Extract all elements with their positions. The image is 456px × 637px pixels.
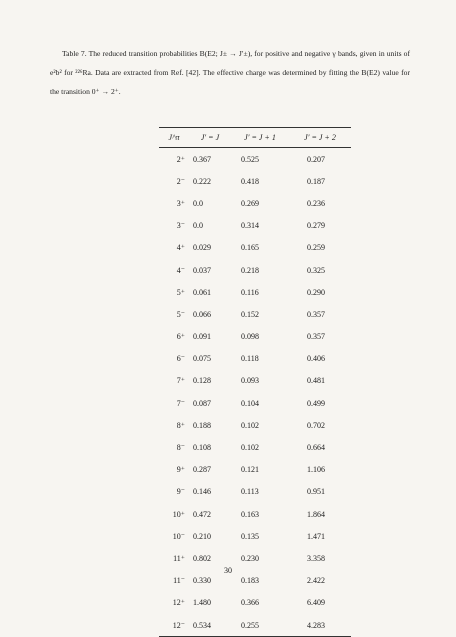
table-cell: 0.534	[189, 614, 231, 637]
row-label: 4⁻	[176, 265, 185, 275]
table-cell: 0.128	[193, 376, 211, 386]
table-cell: 0.163	[241, 509, 259, 519]
row-label: 12⁻	[159, 614, 189, 637]
table-cell: 0.121	[241, 465, 259, 475]
table-cell: 0.255	[231, 614, 289, 637]
table-row	[159, 459, 351, 481]
table-row	[159, 614, 351, 637]
row-label: 4⁺	[176, 243, 185, 253]
table-cell: 0.183	[241, 576, 259, 586]
row-label: 7⁻	[176, 398, 185, 408]
table-row	[159, 436, 351, 458]
table-cell: 0.290	[307, 287, 325, 297]
table-cell: 0.418	[241, 176, 259, 186]
table-cell: 0.230	[241, 553, 259, 563]
header-j-equal: J′ = J	[189, 128, 231, 148]
header-jpi: J^π	[159, 128, 189, 148]
table-cell: 0.093	[241, 376, 259, 386]
table-cell: 0.330	[193, 576, 211, 586]
table-cell: 0.481	[307, 376, 325, 386]
table-cell: 0.218	[241, 265, 259, 275]
table-cell: 0.287	[193, 465, 211, 475]
table-cell: 0.091	[193, 332, 211, 342]
table-cell: 0.098	[241, 332, 259, 342]
table-row	[159, 303, 351, 325]
table-cell: 3.358	[307, 553, 325, 563]
table-row	[159, 481, 351, 503]
table-cell: 0.061	[193, 287, 211, 297]
table-cell: 0.314	[241, 221, 259, 231]
table-row	[159, 392, 351, 414]
table-cell: 0.135	[241, 531, 259, 541]
row-label: 11⁻	[173, 576, 185, 586]
table-caption	[50, 44, 410, 101]
table-cell: 0.188	[193, 420, 211, 430]
table-cell: 0.113	[241, 487, 259, 497]
row-label: 8⁺	[176, 420, 185, 430]
table-cell: 0.357	[307, 332, 325, 342]
table-cell: 0.037	[193, 265, 211, 275]
row-label: 9⁺	[176, 465, 185, 475]
table-row	[159, 237, 351, 259]
row-label: 2⁻	[176, 176, 185, 186]
table-cell: 0.269	[241, 198, 259, 208]
table-cell: 0.102	[241, 443, 259, 453]
table-cell: 1.106	[307, 465, 325, 475]
table-cell: 0.367	[193, 154, 211, 164]
row-label: 2⁺	[176, 154, 185, 164]
table-cell: 0.0	[193, 198, 203, 208]
row-label: 12⁺	[172, 598, 185, 608]
table-cell: 0.207	[307, 154, 325, 164]
table-cell: 0.118	[241, 354, 259, 364]
table-cell: 0.499	[307, 398, 325, 408]
table-cell: 1.480	[193, 598, 211, 608]
table-row	[159, 170, 351, 192]
table-header-row	[159, 128, 351, 148]
table-row	[159, 259, 351, 281]
row-label: 7⁺	[176, 376, 185, 386]
table-cell: 0.146	[193, 487, 211, 497]
table-cell: 0.525	[241, 154, 259, 164]
row-label: 11⁺	[173, 553, 185, 563]
row-label: 8⁻	[176, 443, 185, 453]
caption-line-3: determined by fitting the B(E2) value for the transition 0⁺ → 2⁺.	[50, 68, 410, 96]
table-cell: 0.102	[241, 420, 259, 430]
table-cell: 0.357	[307, 309, 325, 319]
table-row	[159, 503, 351, 525]
row-label: 5⁻	[176, 309, 185, 319]
table-row	[159, 525, 351, 547]
table-row	[159, 414, 351, 436]
table-cell: 2.422	[307, 576, 325, 586]
table-cell: 0.210	[193, 531, 211, 541]
row-label: 3⁺	[176, 198, 185, 208]
table-row	[159, 281, 351, 303]
table-row	[159, 148, 351, 171]
table-cell: 6.409	[307, 598, 325, 608]
table-cell: 0.664	[307, 443, 325, 453]
caption-line-1: Table 7. The reduced transition probabilities B(E2; J± → J′±), for positive and negative γ	[62, 49, 336, 58]
table-cell: 0.075	[193, 354, 211, 364]
table-cell: 0.951	[307, 487, 325, 497]
row-label: 10⁻	[172, 531, 185, 541]
table-row	[159, 592, 351, 614]
table-cell: 0.325	[307, 265, 325, 275]
table-cell: 1.864	[307, 509, 325, 519]
caption-line-2: bands, given in units of e²b² for ²²⁶Ra. Data are extracted from Ref. [42]. The effective charge was	[50, 49, 410, 77]
table-cell: 4.283	[289, 614, 351, 637]
table-cell: 0.702	[307, 420, 325, 430]
table-row	[159, 215, 351, 237]
table-cell: 0.222	[193, 176, 211, 186]
table-cell: 0.259	[307, 243, 325, 253]
row-label: 5⁺	[176, 287, 185, 297]
table-cell: 1.471	[307, 531, 325, 541]
row-label: 3⁻	[176, 221, 185, 231]
table-cell: 0.472	[193, 509, 211, 519]
table-cell: 0.108	[193, 443, 211, 453]
row-label: 10⁺	[172, 509, 185, 519]
header-j-plus-1: J′ = J + 1	[231, 128, 289, 148]
table-row	[159, 348, 351, 370]
row-label: 6⁺	[176, 332, 185, 342]
table-cell: 0.029	[193, 243, 211, 253]
table-cell: 0.366	[241, 598, 259, 608]
table-row	[159, 192, 351, 214]
header-j-plus-2: J′ = J + 2	[289, 128, 351, 148]
table-cell: 0.066	[193, 309, 211, 319]
page-number: 30	[224, 566, 232, 575]
table-cell: 0.802	[193, 553, 211, 563]
table-cell: 0.165	[241, 243, 259, 253]
be2-table	[159, 127, 351, 637]
table-cell: 0.104	[241, 398, 259, 408]
table-cell: 0.087	[193, 398, 211, 408]
table-row	[159, 370, 351, 392]
table-row	[159, 326, 351, 348]
row-label: 6⁻	[176, 354, 185, 364]
table-cell: 0.116	[241, 287, 259, 297]
table-cell: 0.406	[307, 354, 325, 364]
table-cell: 0.0	[193, 221, 203, 231]
table-cell: 0.152	[241, 309, 259, 319]
table-cell: 0.279	[307, 221, 325, 231]
row-label: 9⁻	[176, 487, 185, 497]
table-cell: 0.187	[307, 176, 325, 186]
table-cell: 0.236	[307, 198, 325, 208]
